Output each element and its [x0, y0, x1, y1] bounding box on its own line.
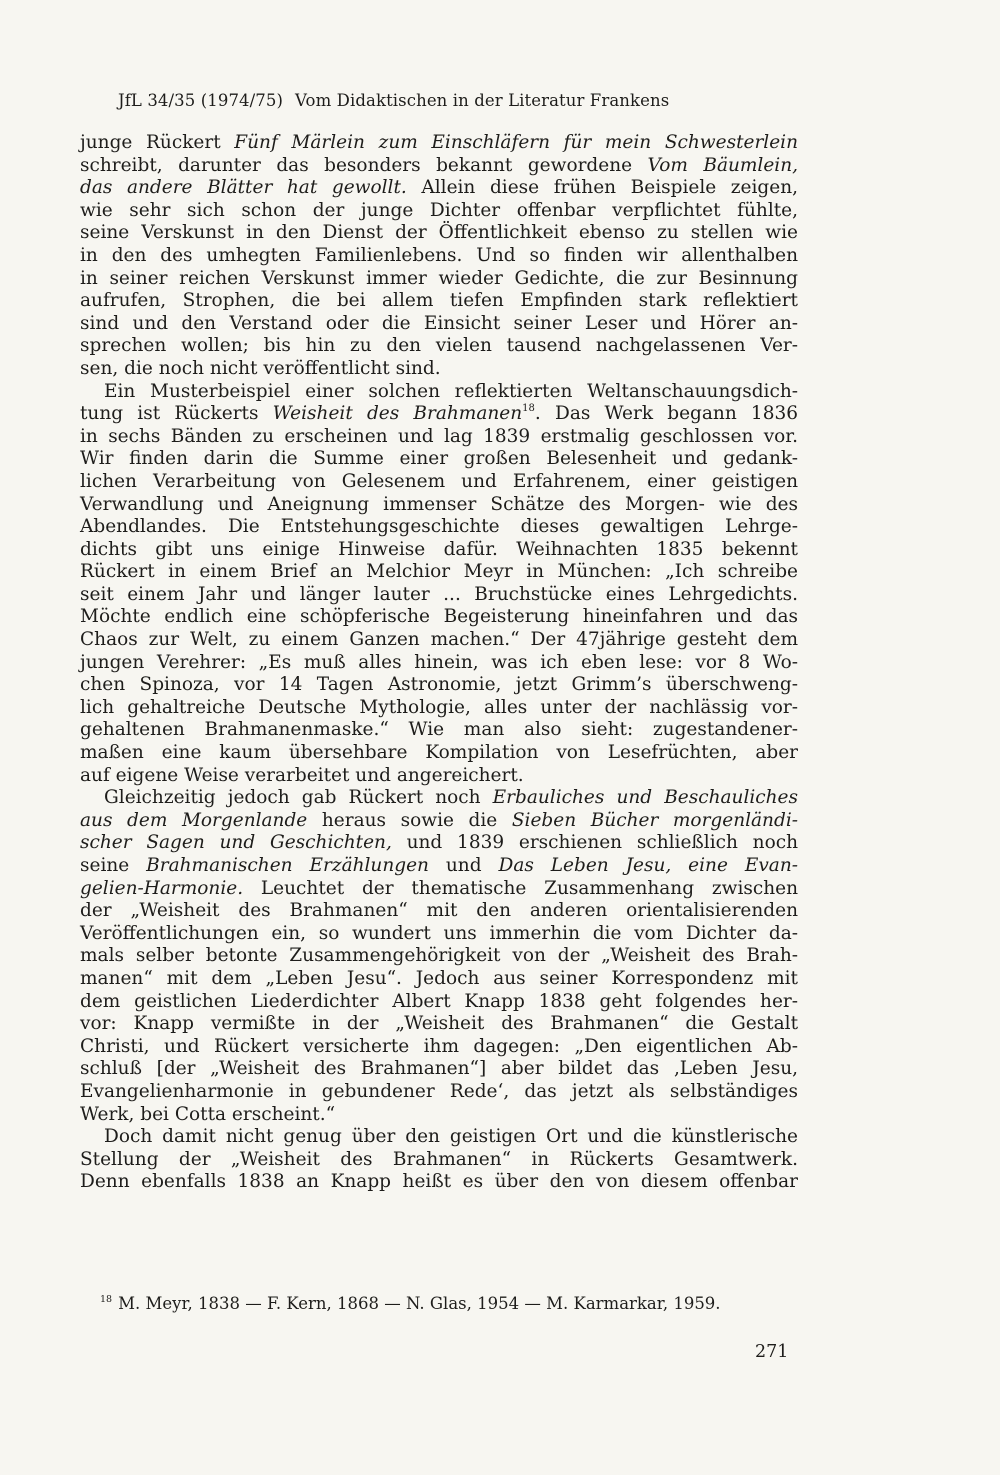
text-run: seit einem Jahr und länger lauter ... Bruchstücke eines Lehrgedichts. — [80, 583, 798, 605]
text-run: Wir finden darin die Summe einer großen Belesenheit und gedank- — [80, 448, 798, 470]
text-line — [80, 1126, 798, 1149]
text-run: Veröffentlichungen ein, so wundert uns immerhin die vom Dichter da- — [80, 922, 798, 944]
footnote-text: M. Meyr, 1838 — F. Kern, 1868 — N. Glas, 1954 — M. Karmarkar, 1959. — [118, 1294, 721, 1313]
text-run: auf eigene Weise verarbeitet und angereichert. — [80, 764, 524, 786]
text-line — [80, 787, 798, 810]
text-line — [80, 629, 798, 652]
text-line — [80, 1036, 798, 1059]
italic-title: gelien-Harmonie. — [80, 877, 244, 899]
text-run: wie sehr sich schon der junge Dichter offenbar verpflichtet fühlte, — [80, 199, 798, 221]
text-line — [80, 313, 798, 336]
text-run: sen, die noch nicht veröffentlicht sind. — [80, 357, 441, 379]
text-run: . Das Werk begann 1836 — [534, 403, 799, 425]
text-run: Ein Musterbeispiel einer solchen reflektierten Weltanschauungsdich- — [104, 380, 798, 402]
text-run: Allein diese frühen Beispiele zeigen, — [406, 177, 798, 199]
text-line — [80, 335, 798, 358]
journal-reference: JfL 34/35 (1974/75) — [118, 91, 284, 110]
text-line — [80, 719, 798, 742]
text-line — [80, 1081, 798, 1104]
footnote — [100, 1294, 721, 1313]
text-line — [80, 494, 798, 517]
text-run: Gleichzeitig jedoch gab Rückert noch — [104, 787, 493, 809]
italic-title: scher Sagen und Geschichten, — [80, 832, 392, 854]
text-run: dichts gibt uns einige Hinweise dafür. Weihnachten 1835 bekennt — [80, 538, 798, 560]
text-run: Leuchtet der thematische Zusammenhang zwischen — [243, 877, 798, 899]
text-line — [80, 742, 798, 765]
italic-title: Brahmanischen Erzählungen — [146, 855, 429, 876]
text-line — [80, 132, 798, 155]
footnote-reference: 18 — [522, 403, 535, 415]
text-run: tung ist Rückerts — [80, 403, 273, 425]
header-title: Vom Didaktischen in der Literatur Frankens — [295, 91, 670, 110]
text-line — [80, 155, 798, 178]
italic-title: aus dem Morgenlande — [80, 809, 308, 831]
text-line — [80, 584, 798, 607]
text-run: heraus sowie die — [307, 809, 512, 831]
text-line — [80, 968, 798, 991]
text-line — [80, 1104, 798, 1127]
italic-title: Fünf Märlein zum Einschläfern für mein Schwesterlein — [234, 132, 799, 153]
text-run: jungen Verehrer: „Es muß alles hinein, was ich eben lese: vor 8 Wo- — [80, 651, 798, 673]
text-run: lich gehaltreiche Deutsche Mythologie, alles unter der nachlässig vor- — [80, 696, 798, 718]
text-run: in sechs Bänden zu erscheinen und lag 1839 erstmalig geschlossen vor. — [80, 425, 798, 447]
text-line — [80, 516, 798, 539]
text-run: schluß [der „Weisheit des Brahmanen“] aber bildet das ‚Leben Jesu, — [80, 1058, 798, 1080]
text-line — [80, 426, 798, 449]
text-line — [80, 832, 798, 855]
text-run: chen Spinoza, vor 14 Tagen Astronomie, jetzt Grimm’s überschweng- — [80, 674, 798, 696]
text-line — [80, 1149, 798, 1172]
text-run: Christi, und Rückert versicherte ihm dagegen: „Den eigentlichen Ab- — [80, 1035, 798, 1057]
text-run: aufrufen, Strophen, die bei allem tiefen Empfinden stark reflektiert — [80, 290, 798, 312]
text-line — [80, 1013, 798, 1036]
text-run: Werk, bei Cotta erscheint.“ — [80, 1103, 336, 1125]
text-run: und 1839 erschienen schließlich noch — [391, 832, 798, 854]
text-line — [80, 878, 798, 901]
italic-title: Sieben Bücher morgenländi- — [511, 809, 798, 831]
text-line — [80, 697, 798, 720]
text-run: junge Rückert — [80, 132, 235, 153]
text-line — [80, 991, 798, 1014]
text-run: gehaltenen Brahmanenmaske.“ Wie man also sieht: zugestandener- — [80, 719, 798, 741]
text-run: seine Verskunst in den Dienst der Öffentlichkeit ebenso zu stellen wie — [80, 222, 798, 244]
text-line — [80, 652, 798, 675]
text-run: Chaos zur Welt, zu einem Ganzen machen.“ Der 47jährige gesteht dem — [80, 629, 798, 651]
text-run: mals selber betonte Zusammengehörigkeit von der „Weisheit des Brah- — [80, 945, 798, 967]
text-line — [80, 448, 798, 471]
text-run: in den des umhegten Familienlebens. Und so finden wir allenthalben — [80, 244, 798, 266]
text-line — [80, 403, 798, 426]
text-line — [80, 381, 798, 404]
text-line — [80, 855, 798, 878]
footnote-marker: 18 — [100, 1294, 113, 1305]
text-run: Denn ebenfalls 1838 an Knapp heißt es über den von diesem offenbar — [80, 1171, 798, 1193]
text-line — [80, 810, 798, 833]
text-line — [80, 1171, 798, 1194]
text-line — [80, 358, 798, 381]
text-run: Rückert in einem Brief an Melchior Meyr in München: „Ich schreibe — [80, 561, 798, 583]
text-line — [80, 268, 798, 291]
text-run: seine — [80, 855, 147, 876]
text-run: lichen Verarbeitung von Gelesenem und Erfahrenem, einer geistigen — [80, 470, 798, 492]
text-line — [80, 606, 798, 629]
text-line — [80, 245, 798, 268]
text-line — [80, 923, 798, 946]
text-line — [80, 222, 798, 245]
text-line — [80, 539, 798, 562]
text-line — [80, 1058, 798, 1081]
italic-title: Vom Bäumlein, — [647, 154, 799, 176]
italic-title: Weisheit des Brahmanen — [272, 403, 523, 425]
text-run: manen“ mit dem „Leben Jesu“. Jedoch aus seiner Korrespondenz mit — [80, 967, 798, 989]
text-run: der „Weisheit des Brahmanen“ mit den anderen orientalisierenden — [80, 900, 798, 922]
text-run: in seiner reichen Verskunst immer wieder Gedichte, die zur Besinnung — [80, 267, 798, 289]
text-line — [80, 290, 798, 313]
text-run: und — [428, 855, 499, 876]
text-run: Abendlandes. Die Entstehungsgeschichte dieses gewaltigen Lehrge- — [80, 516, 798, 538]
text-run: sprechen wollen; bis hin zu den vielen tausend nachgelassenen Ver- — [80, 335, 798, 357]
text-line — [80, 765, 798, 788]
text-run: Doch damit nicht genug über den geistigen Ort und die künstlerische — [104, 1126, 798, 1148]
text-line — [80, 471, 798, 494]
text-line — [80, 177, 798, 200]
text-line — [80, 200, 798, 223]
text-line — [80, 561, 798, 584]
italic-title: Erbauliches und Beschauliches — [492, 787, 798, 809]
text-run: Evangelienharmonie in gebundener Rede‘, das jetzt als selbständiges — [80, 1080, 798, 1102]
body-text — [80, 132, 798, 1194]
text-run: sind und den Verstand oder die Einsicht seiner Leser und Hörer an- — [80, 312, 798, 334]
running-header — [118, 91, 681, 110]
text-line — [80, 900, 798, 923]
text-run: schreibt, darunter das besonders bekannt gewordene — [80, 154, 648, 176]
text-line — [80, 945, 798, 968]
text-run: maßen eine kaum übersehbare Kompilation von Lesefrüchten, aber — [80, 742, 798, 764]
text-run: vor: Knapp vermißte in der „Weisheit des Brahmanen“ die Gestalt — [80, 1013, 798, 1035]
text-run: Möchte endlich eine schöpferische Begeisterung hineinfahren und das — [80, 606, 798, 628]
page-number: 271 — [755, 1342, 789, 1362]
italic-title: Das Leben Jesu, eine Evan- — [498, 855, 798, 876]
text-run: dem geistlichen Liederdichter Albert Knapp 1838 geht folgendes her- — [80, 990, 798, 1012]
text-run: Verwandlung und Aneignung immenser Schätze des Morgen- wie des — [80, 493, 798, 515]
text-line — [80, 674, 798, 697]
text-run: Stellung der „Weisheit des Brahmanen“ in Rückerts Gesamtwerk. — [80, 1148, 798, 1170]
italic-title: das andere Blätter hat gewollt. — [80, 177, 407, 199]
